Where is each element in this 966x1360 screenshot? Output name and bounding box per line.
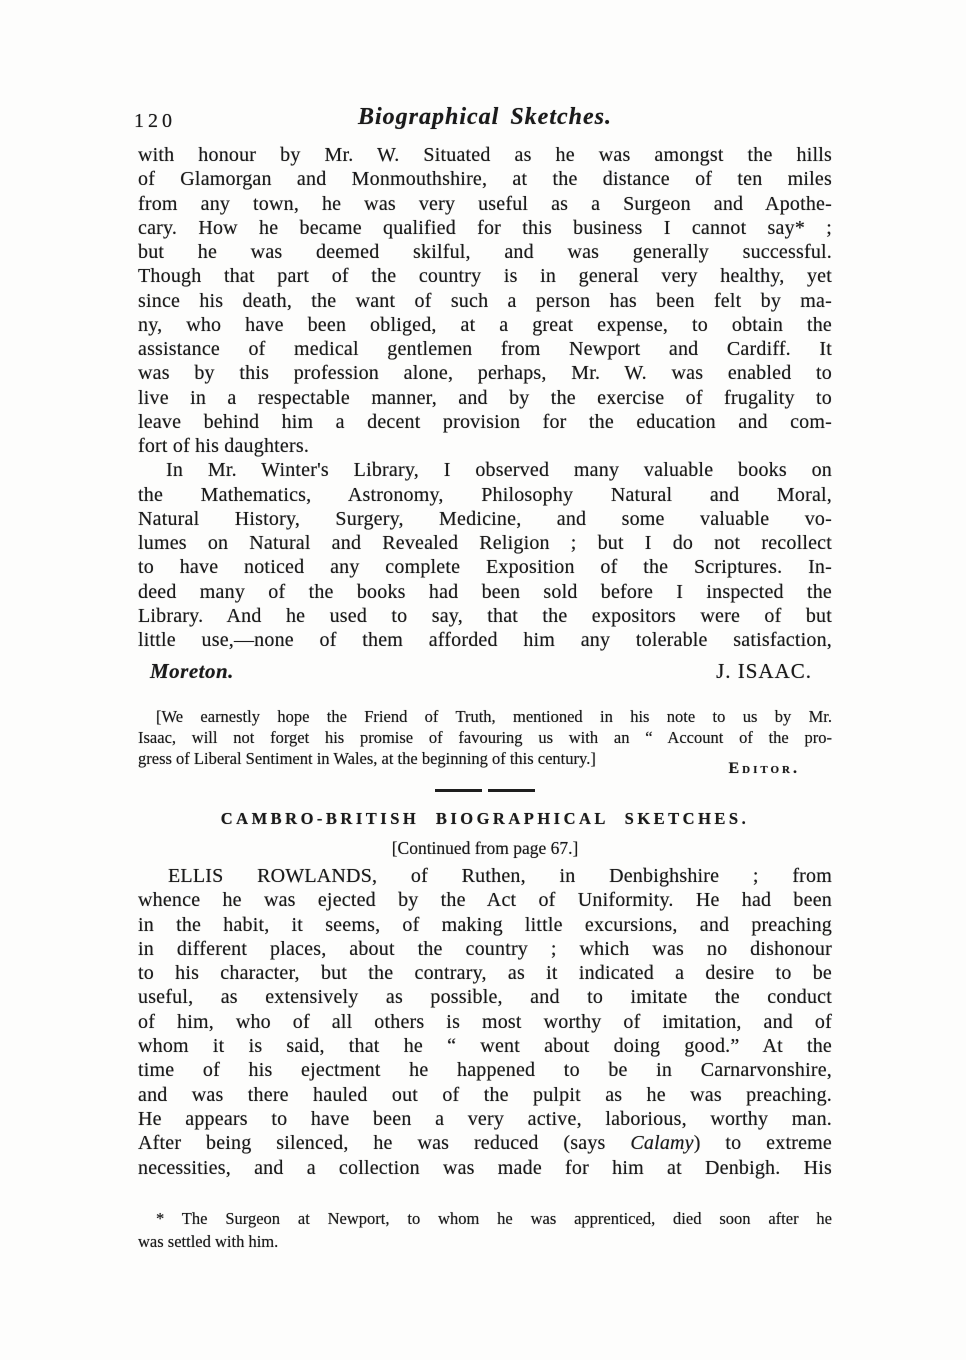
running-title: Biographical Sketches.: [357, 104, 612, 130]
text-line: In Mr. Winter's Library, I observed many valuable books on: [166, 459, 832, 482]
page-number: 120: [134, 110, 176, 132]
text-line: in different places, about the country ; which was no dishonour: [138, 937, 832, 960]
signature-row: [138, 659, 832, 684]
continued-note: [Continued from page 67.]: [391, 838, 579, 858]
article-continuation: [138, 143, 832, 652]
text-line: necessities, and a collection was made for him at Denbigh. His: [138, 1156, 832, 1179]
text-line: and was there hauled out of the pulpit as he was preaching.: [138, 1083, 832, 1106]
text-line: but he was deemed skilful, and was generally successful.: [138, 241, 832, 263]
text-line: gress of Liberal Sentiment in Wales, at the beginning of this century.]: [138, 749, 596, 768]
text-line: live in a respectable manner, and by the exercise of frugality to: [138, 386, 832, 409]
text-line: whence he was ejected by the Act of Uniformity. He had been: [138, 889, 832, 912]
signature-place: Moreton.: [150, 659, 234, 683]
text-line: little use,—none of them afforded him any tolerable satisfaction,: [138, 629, 832, 651]
text-line: [We earnestly hope the Friend of Truth, mentioned in his note to us by Mr.: [156, 707, 832, 726]
text-line: to have noticed any complete Exposition of the Scriptures. In-: [138, 556, 832, 579]
text-line: to his character, but the contrary, as it indicated a desire to be: [138, 962, 832, 985]
text-line: with honour by Mr. W. Situated as he was amongst the hills: [138, 144, 832, 166]
text-line: Though that part of the country is in general very healthy, yet: [138, 265, 832, 288]
text-line: ELLIS ROWLANDS, of Ruthen, in Denbighshire ; from: [168, 865, 832, 887]
divider-segment: [435, 789, 482, 792]
paragraph: [138, 458, 832, 652]
text-line: fort of his daughters.: [138, 435, 310, 457]
text-line: useful, as extensively as possible, and to imitate the conduct: [138, 986, 832, 1009]
section-title: CAMBRO-BRITISH BIOGRAPHICAL SKETCHES.: [220, 809, 750, 828]
paragraph: [138, 143, 832, 458]
text-line: of Glamorgan and Monmouthshire, at the distance of ten miles: [138, 168, 832, 191]
text-line: lumes on Natural and Revealed Religion ; but I do not recollect: [138, 532, 832, 554]
text-line: in the habit, it seems, of making little excursions, and preaching: [138, 913, 832, 936]
divider-segment: [488, 789, 535, 792]
text-line: cary. How he became qualified for this business I cannot say* ;: [138, 216, 832, 239]
text-line: deed many of the books had been sold before I inspected the: [138, 580, 832, 603]
text-line: the Mathematics, Astronomy, Philosophy Natural and Moral,: [138, 483, 832, 506]
text-line: assistance of medical gentlemen from Newport and Cardiff. It: [138, 338, 832, 360]
editor-label: Editor.: [728, 760, 800, 777]
signature-name: J. ISAAC.: [716, 659, 812, 683]
text-line: Isaac, will not forget his promise of favouring us with an “ Account of the pro-: [138, 728, 832, 747]
text-line: from any town, he was very useful as a Surgeon and Apothe-: [138, 192, 832, 215]
text-line: He appears to have been a very active, laborious, worthy man.: [138, 1107, 832, 1130]
text-line: ny, who have been obliged, at a great expense, to obtain the: [138, 313, 832, 336]
text-line: of him, who of all others is most worthy of imitation, and of: [138, 1010, 832, 1033]
footnote: [138, 1208, 832, 1253]
text-line: whom it is said, that he “ went about doing good.” At the: [138, 1035, 832, 1058]
section-paragraph: [138, 864, 832, 1180]
text-line: since his death, the want of such a person has been felt by ma-: [138, 289, 832, 312]
text-line: Library. And he used to say, that the expositors were of but: [138, 604, 832, 627]
page-header: [134, 104, 832, 136]
text-line: time of his ejectment he happened to be in Carnarvonshire,: [138, 1059, 832, 1082]
text-line: Natural History, Surgery, Medicine, and some valuable vo-: [138, 507, 832, 530]
text-line: * The Surgeon at Newport, to whom he was apprenticed, died soon after he: [156, 1209, 832, 1228]
text-line: was settled with him.: [138, 1231, 279, 1251]
section-divider: [138, 789, 832, 792]
text-line: was by this profession alone, perhaps, Mr. W. was enabled to: [138, 362, 832, 385]
text-line: leave behind him a decent provision for the education and com-: [138, 410, 832, 433]
text-line: After being silenced, he was reduced (says Calamy) to extreme: [138, 1132, 832, 1155]
